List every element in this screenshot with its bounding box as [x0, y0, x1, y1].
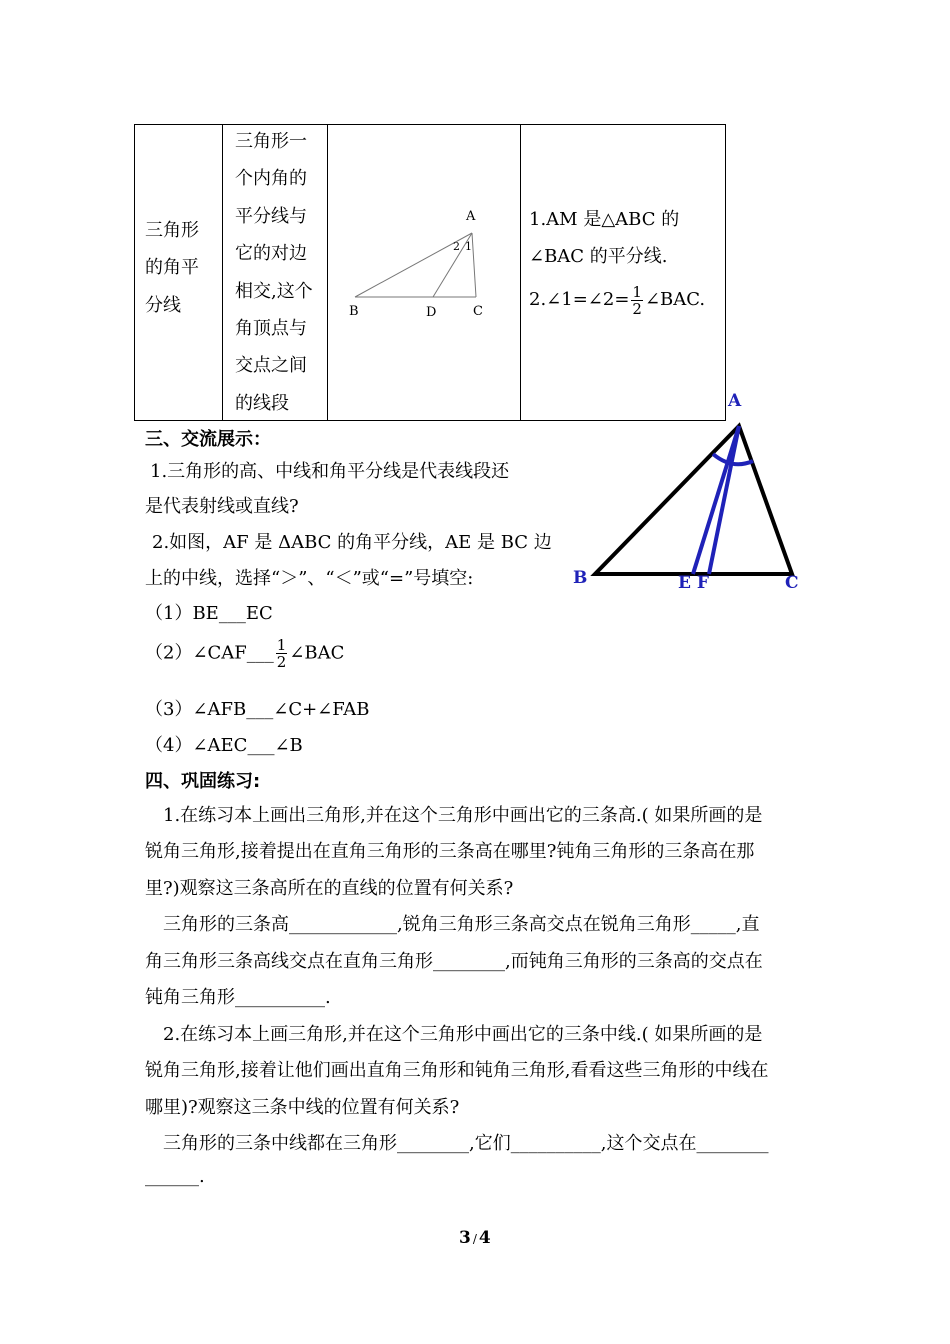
exercise-1-line: 锐角三角形,接着提出在直角三角形的三条高在哪里?钝角三角形的三条高在那 [145, 841, 755, 862]
blank-line-1: 角三角形三条高线交点在直角三角形________,而钝角三角形的三条高的交点在 [145, 951, 763, 972]
blank-line-2: 三角形的三条中线都在三角形________,它们__________,这个交点在________ [163, 1133, 769, 1154]
angle-bisector-figure [329, 203, 519, 323]
definition-line: 它的对边 [235, 243, 307, 265]
fill-item-4: （4）∠AEC___∠B [145, 735, 303, 756]
exercise-2-line: 2.在练习本上画三角形,并在这个三角形中画出它的三条中线.( 如果所画的是 [163, 1024, 763, 1045]
blank-line-1: 三角形的三条高____________,锐角三角形三条高交点在锐角三角形_____,直 [163, 914, 760, 935]
section-4-title: 四、巩固练习: [145, 771, 261, 792]
triangle-abc [595, 426, 792, 574]
label-c: C [785, 573, 799, 593]
fraction: $\frac{1}{2}$ [276, 636, 287, 671]
definition-line: 相交,这个 [235, 280, 313, 302]
question-2-line: 2.如图，AF 是 ΔABC 的角平分线，AE 是 BC 边 [152, 532, 552, 553]
term-line: 分线 [145, 294, 181, 316]
blank-line-1: 钝角三角形__________. [145, 987, 331, 1008]
definition-line: 的线段 [235, 392, 289, 414]
label-ef: E F [678, 573, 709, 593]
label-c: C [473, 304, 483, 319]
bisector-af [709, 426, 739, 574]
property-cell [529, 201, 705, 318]
property-line: 1.AM 是△ABC 的 [529, 209, 680, 230]
exercise-2-line: 哪里)?观察这三条中线的位置有何关系? [145, 1097, 460, 1118]
page-number: 3 / 4 [459, 1228, 491, 1248]
table-divider [520, 125, 521, 420]
term-cell [145, 212, 199, 324]
fill-item-2: （2）∠CAF___ $\frac{1}{2}$ ∠BAC [145, 636, 345, 671]
angle-label-1: 1 [465, 240, 472, 253]
definition-line: 三角形一 [235, 131, 307, 152]
definition-table [134, 124, 726, 421]
definition-line: 交点之间 [235, 355, 307, 377]
question-1-line: 是代表射线或直线? [145, 496, 299, 517]
exercise-1-line: 里?)观察这三条高所在的直线的位置有何关系? [145, 878, 514, 899]
label-a: A [466, 209, 476, 224]
blank-line-2: ______. [145, 1166, 205, 1187]
definition-line: 角顶点与 [235, 318, 307, 340]
table-divider [222, 125, 223, 420]
term-line: 的角平 [145, 257, 199, 279]
table-divider [327, 125, 328, 420]
exercise-2-line: 锐角三角形,接着让他们画出直角三角形和钝角三角形,看看这些三角形的中线在 [145, 1060, 769, 1081]
property-line: 2.∠1=∠2= $\frac{1}{2}$ ∠BAC. [529, 282, 706, 318]
fraction: $\frac{1}{2}$ [632, 282, 642, 318]
label-a: A [728, 391, 742, 411]
property-line: ∠BAC 的平分线. [529, 246, 668, 267]
label-b: B [349, 304, 359, 319]
label-d: D [426, 305, 437, 320]
triangle-figure [570, 388, 810, 598]
question-1-line: 1.三角形的高、中线和角平分线是代表线段还 [150, 461, 510, 482]
label-b: B [573, 568, 588, 588]
section-3-title: 三、交流展示： [145, 429, 271, 450]
fill-item-3: （3）∠AFB___∠C+∠FAB [145, 699, 370, 720]
side-ac [472, 233, 476, 297]
term-line: 三角形 [145, 220, 199, 241]
question-2-line: 上的中线，选择“＞”、“＜”或“=”号填空: [145, 568, 474, 589]
definition-line: 个内角的 [235, 168, 307, 190]
fill-item-1: （1）BE___EC [145, 603, 273, 624]
definition-cell [235, 123, 313, 422]
exercise-1-line: 1.在练习本上画出三角形,并在这个三角形中画出它的三条高.( 如果所画的是 [163, 805, 763, 826]
definition-line: 平分线与 [235, 205, 307, 227]
angle-label-2: 2 [453, 240, 460, 253]
